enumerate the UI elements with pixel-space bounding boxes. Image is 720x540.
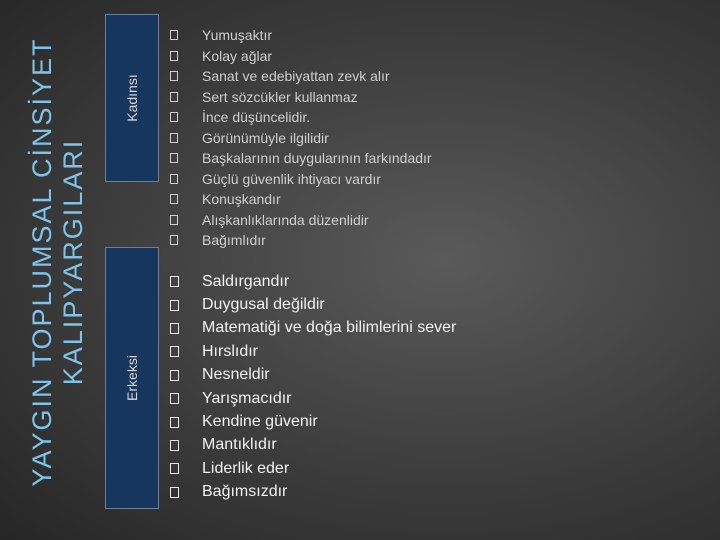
bullet-icon	[170, 370, 179, 381]
list-item	[170, 270, 456, 293]
list-item-text: Sanat ve edebiyattan zevk alır	[202, 68, 390, 85]
list-item	[170, 66, 432, 87]
list-item-text: Görünümüyle ilgilidir	[202, 129, 329, 146]
list-item-text: Nesneldir	[202, 366, 270, 384]
bullet-icon	[170, 92, 178, 102]
group-label-masculine	[105, 247, 159, 509]
list-item-text: Liderlik eder	[202, 459, 290, 477]
list-item	[170, 128, 432, 149]
list-item-text: Bağımsızdır	[202, 483, 288, 501]
list-item	[170, 25, 432, 46]
list-item-text: Kendine güvenir	[202, 413, 318, 431]
list-item	[170, 387, 456, 410]
list-item-text: Kolay ağlar	[202, 47, 273, 64]
list-item-text: Konuşkandır	[202, 191, 281, 208]
list-item	[170, 481, 456, 504]
list-item	[170, 457, 456, 480]
list-item-text: Mantıklıdır	[202, 436, 277, 454]
list-item	[170, 340, 456, 363]
list-item-text: Yarışmacıdır	[202, 389, 292, 407]
list-item-text: Matematiği ve doğa bilimlerini sever	[202, 319, 457, 337]
list-item	[170, 230, 432, 251]
list-item-text: Yumuşaktır	[202, 27, 273, 44]
bullet-icon	[170, 323, 179, 334]
list-item	[170, 410, 456, 433]
bullet-icon	[170, 440, 179, 451]
bullet-icon	[170, 215, 178, 225]
bullet-icon	[170, 194, 178, 204]
list-item	[170, 434, 456, 457]
bullet-icon	[170, 463, 179, 474]
list-item-text: Sert sözcükler kullanmaz	[202, 88, 358, 105]
masculine-traits-list	[170, 270, 456, 504]
title-band	[0, 0, 104, 540]
feminine-traits-list	[170, 25, 432, 251]
list-item	[170, 364, 456, 387]
list-item	[170, 148, 432, 169]
list-item	[170, 293, 456, 316]
group-label-feminine-text: Kadınsı	[124, 74, 140, 122]
bullet-icon	[170, 71, 178, 81]
list-item-text: Hırslıdır	[202, 342, 258, 360]
list-item	[170, 46, 432, 67]
list-item	[170, 107, 432, 128]
bullet-icon	[170, 300, 179, 311]
bullet-icon	[170, 30, 178, 40]
list-item-text: Bağımlıdır	[202, 232, 266, 249]
list-item	[170, 210, 432, 231]
bullet-icon	[170, 112, 178, 122]
list-item	[170, 189, 432, 210]
list-item-text: Saldırgandır	[202, 272, 290, 290]
bullet-icon	[170, 51, 178, 61]
list-item	[170, 169, 432, 190]
list-item-text: İnce düşüncelidir.	[202, 109, 311, 126]
group-label-masculine-text: Erkeksi	[124, 355, 140, 401]
bullet-icon	[170, 174, 178, 184]
bullet-icon	[170, 346, 179, 357]
bullet-icon	[170, 235, 178, 245]
list-item-text: Duygusal değildir	[202, 296, 325, 314]
slide-title-line-2: KALIPYARGILARI	[58, 138, 88, 386]
group-label-feminine	[105, 14, 159, 182]
list-item	[170, 317, 456, 340]
bullet-icon	[170, 417, 179, 428]
bullet-icon	[170, 393, 179, 404]
bullet-icon	[170, 487, 179, 498]
bullet-icon	[170, 276, 179, 287]
list-item-text: Güçlü güvenlik ihtiyacı vardır	[202, 170, 381, 187]
slide-title-line-1: YAYGIN TOPLUMSAL CİNSİYET	[27, 37, 57, 487]
list-item-text: Alışkanlıklarında düzenlidir	[202, 211, 369, 228]
bullet-icon	[170, 153, 178, 163]
list-item-text: Başkalarının duygularının farkındadır	[202, 150, 432, 167]
bullet-icon	[170, 133, 178, 143]
list-item	[170, 87, 432, 108]
slide-title	[27, 22, 89, 502]
